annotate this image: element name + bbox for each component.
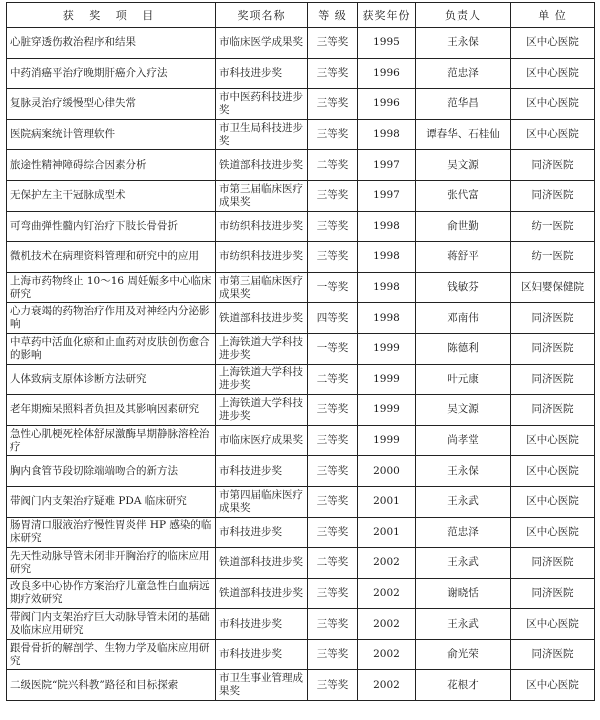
project-cell: 人体致病支原体诊断方法研究: [7, 364, 216, 395]
person-cell: 王永武: [416, 548, 511, 579]
year-cell: 1995: [358, 28, 416, 59]
grade-cell: 三等奖: [308, 89, 358, 120]
table-row: [7, 670, 595, 701]
person-cell: 范忠泽: [416, 58, 511, 89]
table-row: [7, 639, 595, 670]
table-row: [7, 609, 595, 640]
table-row: [7, 211, 595, 242]
table-row: [7, 58, 595, 89]
table-row: [7, 272, 595, 303]
project-cell: 微机技术在病理资料管理和研究中的应用: [7, 242, 216, 273]
year-cell: 1998: [358, 272, 416, 303]
year-cell: 1999: [358, 395, 416, 426]
year-cell: 1996: [358, 89, 416, 120]
year-cell: 2001: [358, 517, 416, 548]
person-cell: 范忠泽: [416, 517, 511, 548]
year-cell: 1998: [358, 303, 416, 334]
project-cell: 旅途性精神障碍综合因素分析: [7, 150, 216, 181]
table-row: [7, 333, 595, 364]
unit-cell: 区中心医院: [511, 456, 595, 487]
year-cell: 2002: [358, 609, 416, 640]
header-unit: 单 位: [511, 3, 595, 28]
unit-cell: 区中心医院: [511, 425, 595, 456]
project-cell: 急性心肌梗死栓体舒尿激酶早期静脉溶栓治疗: [7, 425, 216, 456]
award-name-cell: 市中医药科技进步奖: [216, 89, 308, 120]
person-cell: 钱敏芬: [416, 272, 511, 303]
award-name-cell: 铁道部科技进步奖: [216, 578, 308, 609]
year-cell: 2002: [358, 639, 416, 670]
project-cell: 跟骨骨折的解剖学、生物力学及临床应用研究: [7, 639, 216, 670]
grade-cell: 三等奖: [308, 119, 358, 150]
unit-cell: 同济医院: [511, 303, 595, 334]
unit-cell: 同济医院: [511, 150, 595, 181]
grade-cell: 三等奖: [308, 180, 358, 211]
header-grade: 等 级: [308, 3, 358, 28]
unit-cell: 同济医院: [511, 333, 595, 364]
year-cell: 2000: [358, 456, 416, 487]
award-name-cell: 市科技进步奖: [216, 639, 308, 670]
awards-table: [6, 2, 595, 701]
grade-cell: 三等奖: [308, 578, 358, 609]
award-name-cell: 市卫生事业管理成果奖: [216, 670, 308, 701]
project-cell: 心脏穿透伤救治程序和结果: [7, 28, 216, 59]
table-row: [7, 486, 595, 517]
project-cell: 中草药中活血化瘀和止血药对皮肤创伤愈合的影响: [7, 333, 216, 364]
project-cell: 改良多中心协作方案治疗儿童急性白血病远期疗效研究: [7, 578, 216, 609]
unit-cell: 区中心医院: [511, 119, 595, 150]
award-name-cell: 铁道部科技进步奖: [216, 548, 308, 579]
table-row: [7, 242, 595, 273]
person-cell: 吴文源: [416, 395, 511, 426]
table-row: [7, 119, 595, 150]
person-cell: 尚孝堂: [416, 425, 511, 456]
grade-cell: 一等奖: [308, 333, 358, 364]
person-cell: 陈德利: [416, 333, 511, 364]
project-cell: 中药消癌平治疗晚期肝癌介入疗法: [7, 58, 216, 89]
project-cell: 上海市药物终止 10～16 周妊娠多中心临床研究: [7, 272, 216, 303]
table-row: [7, 456, 595, 487]
year-cell: 1998: [358, 242, 416, 273]
unit-cell: 区中心医院: [511, 486, 595, 517]
header-year: 获奖年份: [358, 3, 416, 28]
project-cell: 医院病案统计管理软件: [7, 119, 216, 150]
table-row: [7, 89, 595, 120]
award-name-cell: 上海铁道大学科技进步奖: [216, 364, 308, 395]
project-cell: 先天性动脉导管未闭非开胸治疗的临床应用研究: [7, 548, 216, 579]
year-cell: 2001: [358, 486, 416, 517]
person-cell: 吴文源: [416, 150, 511, 181]
person-cell: 王永武: [416, 486, 511, 517]
person-cell: 叶元康: [416, 364, 511, 395]
grade-cell: 四等奖: [308, 303, 358, 334]
table-row: [7, 425, 595, 456]
grade-cell: 二等奖: [308, 364, 358, 395]
grade-cell: 三等奖: [308, 211, 358, 242]
person-cell: 花根才: [416, 670, 511, 701]
person-cell: 蒋舒平: [416, 242, 511, 273]
unit-cell: 区中心医院: [511, 609, 595, 640]
unit-cell: 区中心医院: [511, 58, 595, 89]
unit-cell: 同济医院: [511, 548, 595, 579]
person-cell: 俞光荣: [416, 639, 511, 670]
year-cell: 2002: [358, 670, 416, 701]
person-cell: 谢晓恬: [416, 578, 511, 609]
unit-cell: 同济医院: [511, 180, 595, 211]
table-row: [7, 578, 595, 609]
header-project: 获 奖 项 目: [7, 3, 216, 28]
year-cell: 2002: [358, 548, 416, 579]
year-cell: 1999: [358, 333, 416, 364]
project-cell: 心力衰竭的药物治疗作用及对神经内分泌影响: [7, 303, 216, 334]
person-cell: 俞世勤: [416, 211, 511, 242]
award-name-cell: 市临床医疗成果奖: [216, 425, 308, 456]
table-row: [7, 303, 595, 334]
person-cell: 张代富: [416, 180, 511, 211]
grade-cell: 三等奖: [308, 486, 358, 517]
table-header-row: [7, 3, 595, 28]
grade-cell: 三等奖: [308, 456, 358, 487]
grade-cell: 三等奖: [308, 395, 358, 426]
unit-cell: 区中心医院: [511, 670, 595, 701]
unit-cell: 纺一医院: [511, 242, 595, 273]
grade-cell: 三等奖: [308, 242, 358, 273]
project-cell: 带阀门内支架治疗疑难 PDA 临床研究: [7, 486, 216, 517]
table-row: [7, 548, 595, 579]
year-cell: 2002: [358, 578, 416, 609]
award-name-cell: 市纺织科技进步奖: [216, 211, 308, 242]
year-cell: 1999: [358, 364, 416, 395]
table-row: [7, 364, 595, 395]
header-person: 负责人: [416, 3, 511, 28]
table-body: [7, 28, 595, 701]
table-row: [7, 395, 595, 426]
table-row: [7, 180, 595, 211]
award-name-cell: 市第三届临床医疗成果奖: [216, 180, 308, 211]
project-cell: 胸内食管节段切除端端吻合的新方法: [7, 456, 216, 487]
grade-cell: 二等奖: [308, 548, 358, 579]
unit-cell: 同济医院: [511, 395, 595, 426]
grade-cell: 三等奖: [308, 28, 358, 59]
header-award-name: 奖项名称: [216, 3, 308, 28]
unit-cell: 区妇婴保健院: [511, 272, 595, 303]
project-cell: 无保护左主干冠脉成型术: [7, 180, 216, 211]
project-cell: 二级医院“院兴科教”路径和目标探索: [7, 670, 216, 701]
unit-cell: 同济医院: [511, 639, 595, 670]
award-name-cell: 市纺织科技进步奖: [216, 242, 308, 273]
year-cell: 1997: [358, 180, 416, 211]
unit-cell: 同济医院: [511, 578, 595, 609]
grade-cell: 三等奖: [308, 517, 358, 548]
table-row: [7, 517, 595, 548]
unit-cell: 同济医院: [511, 364, 595, 395]
person-cell: 谭春华、石桂仙: [416, 119, 511, 150]
year-cell: 1996: [358, 58, 416, 89]
grade-cell: 三等奖: [308, 425, 358, 456]
grade-cell: 三等奖: [308, 609, 358, 640]
person-cell: 邓南伟: [416, 303, 511, 334]
project-cell: 复脉灵治疗缓慢型心律失常: [7, 89, 216, 120]
grade-cell: 二等奖: [308, 150, 358, 181]
award-name-cell: 市临床医学成果奖: [216, 28, 308, 59]
grade-cell: 三等奖: [308, 58, 358, 89]
project-cell: 肠胃清口服液治疗慢性胃炎伴 HP 感染的临床研究: [7, 517, 216, 548]
year-cell: 1998: [358, 211, 416, 242]
table-row: [7, 150, 595, 181]
person-cell: 范华昌: [416, 89, 511, 120]
award-name-cell: 市卫生局科技进步奖: [216, 119, 308, 150]
project-cell: 可弯曲弹性髓内钉治疗下肢长骨骨折: [7, 211, 216, 242]
year-cell: 1999: [358, 425, 416, 456]
unit-cell: 区中心医院: [511, 517, 595, 548]
award-name-cell: 市科技进步奖: [216, 58, 308, 89]
award-name-cell: 铁道部科技进步奖: [216, 150, 308, 181]
year-cell: 1998: [358, 119, 416, 150]
award-name-cell: 铁道部科技进步奖: [216, 303, 308, 334]
award-name-cell: 市第三届临床医疗成果奖: [216, 272, 308, 303]
unit-cell: 区中心医院: [511, 89, 595, 120]
person-cell: 王永保: [416, 28, 511, 59]
unit-cell: 区中心医院: [511, 28, 595, 59]
unit-cell: 纺一医院: [511, 211, 595, 242]
person-cell: 王永武: [416, 609, 511, 640]
award-name-cell: 市第四届临床医疗成果奖: [216, 486, 308, 517]
award-name-cell: 上海铁道大学科技进步奖: [216, 333, 308, 364]
award-name-cell: 市科技进步奖: [216, 517, 308, 548]
project-cell: 带阀门内支架治疗巨大动脉导管未闭的基础及临床应用研究: [7, 609, 216, 640]
grade-cell: 一等奖: [308, 272, 358, 303]
award-name-cell: 市科技进步奖: [216, 609, 308, 640]
grade-cell: 三等奖: [308, 670, 358, 701]
year-cell: 1997: [358, 150, 416, 181]
award-name-cell: 上海铁道大学科技进步奖: [216, 395, 308, 426]
award-name-cell: 市科技进步奖: [216, 456, 308, 487]
project-cell: 老年期痴呆照料者负担及其影响因素研究: [7, 395, 216, 426]
person-cell: 王永保: [416, 456, 511, 487]
grade-cell: 三等奖: [308, 639, 358, 670]
table-row: [7, 28, 595, 59]
